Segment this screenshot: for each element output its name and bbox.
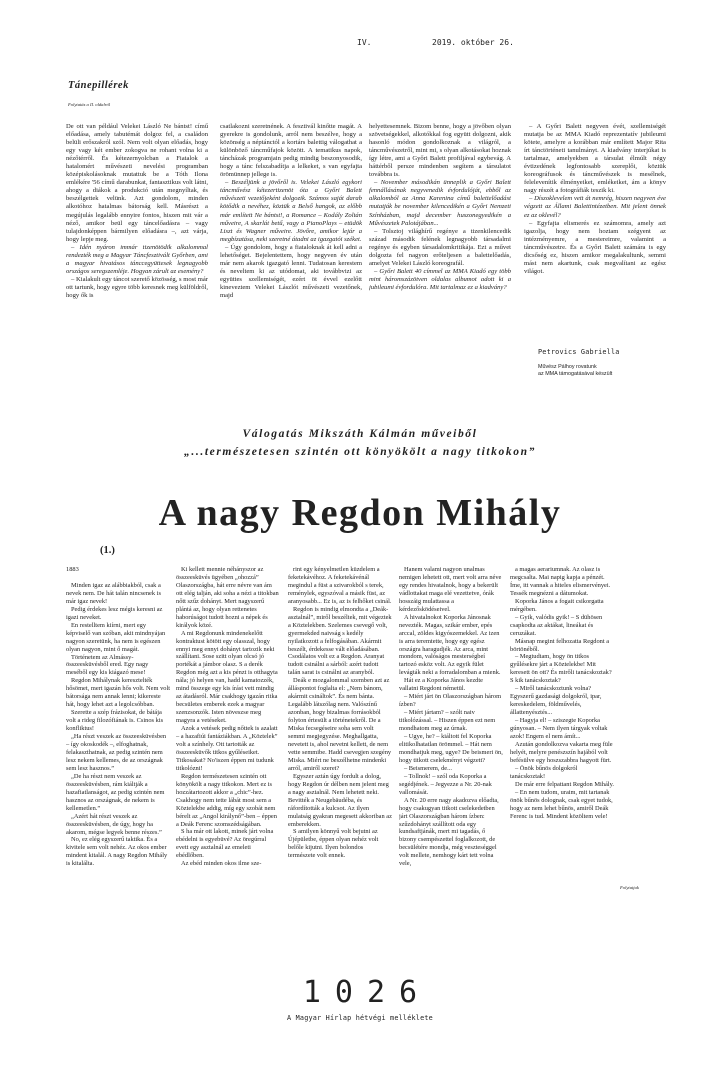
- series-credit: [538, 364, 612, 378]
- feature-headline: A nagy Regdon Mihály: [158, 492, 562, 534]
- paragraph: Minden igaz az alábbiakból, csak a nevek nem. De hát talán nincsenek is már igaz nevek!: [66, 581, 161, 605]
- paragraph: „Azért hát részt veszek az összeesküvésben, de úgy, hogy ha akarom, mégse legyek benne részes.”: [66, 812, 162, 836]
- paragraph: – November másodikán ünneplik a Győri Balett fennállásának negyvenedik évfordulóját, ebből az alkalomból az Anna Karenina című balettelőadást mutatják be november kilencedikén a Győri Nemzeti Színházban, majd december huszonegyedikén a Művészetek Palotájában...: [369, 179, 511, 227]
- paragraph: De ott van például Velekei László Ne bántst! című előadása, amely tabutémát dolgoz fel, a családon belüli erőszakról szól. Nem volt olyan előadás, hogy egy vagy két ember zokogva ne rohant volna ki a nézőtérről. És kétezernyolcban a Fiatalok a hatalomért művészeti nevelési programban középiskolásoknak mutattuk be a Tóth Ilona emlékére '56 című darabunkat, fantasztikus volt látni, ahogy a diákok a produkció után megnyíltak, és beszélgettek velünk. Azt gondolom, minden alkotóhoz hatalmas bátorság kell. Másrészt a megújulás legalább ennyire fontos, hiszen mit vár a néző, amikor beül egy táncelőadásra – vagy tulajdonképpen bármilyen előadásra –, azt várja, hogy lepje meg.: [66, 123, 208, 243]
- paragraph: Ki kellett mennie néhányszor az összeesküvés ügyében „ohozzá” Olaszországba, hát erre névre van ám ott elég talján, aki soha a nézi a titokban nőtt szűz dohányt. Mert nagyszerű plántá az, hogy olyan rettenetes haborúságot tudott hozni a népek és királyok közé.: [176, 566, 279, 629]
- paragraph: – Önök bűnös dolgokról tanácskoztak!: [510, 764, 578, 780]
- page-number: 1026: [302, 975, 432, 1010]
- paragraph: Pedig érdekes lesz mégis keresni az igazi neveket.: [66, 605, 163, 621]
- paragraph: – Beszéljünk a jövőről is. Velekei László egykori táncművész kétezertizenöt óta a Győri Balett művészeti vezetőjeként dolgozik. Számos saját darab kötődik a nevéhez, köztük a Belső hangok, az előbb már említett Ne bántst!, a Romance – Kodály Zoltán műveire, A skarlát betű, vagy a PianoPlays – etüdök Liszt és Wagner műveire. Jövőre, amikor lejár a megbízatása, neki szeretné átadni az igazgatói széket.: [220, 179, 362, 243]
- feature-column-6: [620, 566, 720, 876]
- paragraph: No, ez elég egyszerű taktika. És a kivitele sem volt nehéz. Az okos ember mindent kitalál. A nagy Regdon Mihály is kitalálta.: [66, 836, 168, 868]
- feature-column-4: [399, 566, 503, 898]
- paragraph: – Megtudtam, hogy ön titkos gyűlésekre járt a Köztelekbe! Mit keresett ön ott? És mirőli tanácskoztak? S kik tanácskoztak?: [510, 653, 612, 685]
- feature-column-1: [66, 566, 170, 898]
- paragraph: „De ha részt nem veszek az összeesküvésben, rám kiáltják a hazafiatlanságot, az pedig szintén nem hasznos az országnak, de nekem is kellemetlen.”: [66, 772, 165, 812]
- paragraph: – Miről tanácskoztunk volna? Egyszerű gazdasági dolgokról, ipar, kereskedelem, földművelés, állattenyésztés...: [510, 685, 602, 717]
- paragraph: – Ugye, he? – kiáltott fel Koporka elitikolhatatlan örömmel. – Hát nem mondhatjuk meg, ugye? De beismeri ön, hogy titkott cselekményt végzett?: [399, 733, 503, 764]
- paragraph: Másnap megint felhozatta Regdont a börtönéből.: [510, 637, 610, 653]
- paragraph: – Gyik, valódis gyik! – S dühösen csapkodta az aktákat, lineákat és ceruzákat.: [510, 613, 603, 637]
- page-label: IV.: [357, 38, 372, 47]
- paragraph: A mi Regdonunk mindenekelőtt kontraktust kötött egy olasszal, hogy ennyi meg ennyi dohányt tartozik neki szállítani. Sose szitt olyan olcsó jó portékát a jámbor olasz. S a derék Regdon még azt a kis pénzt is otthagyta nála; jó helyen van, hadd kamatozzék, mind összege egy kis írást vett mindig az átadásról. Már csakhogy igazán ritka becsületes emberek ezek a magyar szenzsonzók. Isten növeszse meg magyra a vetéseket.: [176, 629, 278, 725]
- paragraph: En restelltem kiírni, mert egy képviselő van szóban, akit mindnyájan nagyon szeretünk, ha nem is egészen olyan nagyon, mint ő magát.: [66, 621, 166, 653]
- paragraph: – Kialakult egy táncot szerető közösség, s most már ott tartunk, hogy egyre több keresnek meg külföldről, hogy ők is: [66, 275, 208, 299]
- feature-kicker-line-2: „...természetesen szintén ott könyökölt a nagy titkokon”: [184, 446, 536, 458]
- top-article-column-3: [369, 123, 511, 373]
- issue-date: 2019. október 26.: [432, 38, 514, 47]
- top-article-column-4: [524, 123, 666, 323]
- top-article-column-1: [66, 123, 208, 373]
- paragraph: „Ha részt veszek az összeesküvésben – így okoskodék –, elfoghatnak, felakaszthatnak, az pedig szintén nem lesz nekem kellemes, de az országnak sem lesz hasznos.”: [66, 733, 167, 772]
- paragraph: Egyszer aztán úgy fordult a dolog, hogy Regdon úr délben nem jelent meg a nagy asztalnál. Nem lehetett neki. Bevitték a Neugebäudéba, és ráfordították a kulcsot. Az ilyen mulatság gyakran megesett akkoriban az emberekken.: [288, 772, 392, 828]
- paragraph: – Győri Balett 40 címmel az MMA Kiadó egy több mint háromszázötven oldalas albumot adott ki a jubileumi évfordulóra. Mit tartalmaz ez a kiadvány?: [369, 267, 511, 291]
- top-article-column-2: [220, 123, 362, 373]
- author-signature: Petrovics Gabriella: [538, 348, 620, 356]
- paragraph: Az ebéd minden okos ilme sze-: [181, 860, 262, 868]
- paragraph: – Beismerem, de...: [404, 764, 452, 772]
- feature-column-3: [288, 566, 392, 898]
- paragraph: helyettesemnek. Bizom benne, hogy a jövőben olyan szövetségekkel, alkotókkal fog együtt dolgozni, akik hasonló módon gondolkoznak a világról, a táncművészetről, mint mi, s olyan alkotásokat hoznak így létre, ami a Győri Balett profiljával egybevág. A háttérből persze mindenben segítem a társulatot továbbra is.: [369, 123, 511, 179]
- paragraph: Hanem valami nagyon unalmas nemigen lehetett ott, mert volt arra néve egy rendes hivatalnok, hogy a bekerült vádlottakat maga elé vezettetve, órák hosszáig mulattassa a kérdezősködéseivel.: [399, 566, 502, 613]
- paragraph: a magas aerariumnak. Az olasz is megcsalta. Mai napig kapja a pénzét. Íme, itt vannak a hiteles elismervényei. Tessék megnézni a dátumokat.: [510, 566, 611, 597]
- paragraph: – Idén nyáron immár tizenötödik alkalommal rendezték meg a Magyar Táncfesztivált Győrben, ami a magyar hivatásos tánccegyüttesek legnagyobb országos seregszemléje. Hogyan zárult az esemény?: [66, 243, 208, 275]
- paragraph: Történetem az Almássy-összeesküvésből ered. Egy nagy meséből egy kis kiágazó mese!: [66, 653, 149, 677]
- feature-column-5: [510, 566, 614, 876]
- paragraph: – A Győri Balett negyven évét, szellemiségét mutatja be az MMA Kiadó reprezentatív jubileumi kötete, amelyre a korábban már említett Major Rita írt tánctörténeti tanulmányt. A kiadvány interjúkat is tartalmaz, amelyekben a társulat élmúlt négy évtizedének legfontosabb szereplői, köztük koreográfusok és táncművészek is mesélnek, felelevenítik élményeiket, emlékeiket, ám a könyv nagy részét a fotográfiák teszik ki.: [524, 123, 666, 195]
- paragraph: – Úgy gondolom, hogy a fiataloknak át kell adni a lehetőséget. Bejelentettem, hogy negyven év után már nem akarok igazgató lenni. Tudatosan kerestem és neveltem ki az utódomat, aki továbbvizi az együttes szellemiségét, ezért öt évvel ezelőtt kineveztem Velekei Lászlót művészeti vezetőnek, majd: [220, 243, 362, 299]
- paragraph: A hivatalnokot Koporka Jánosnak nevezték. Magas, szikár ember, epés arccal, zöldes kigyószemekkel. Az izen is arra teremtette, hogy egy egész országra haragudjék. Az arca, mint mondom, valóságos mesterségbeí tartozó esköz volt. Az egyik fület levágták neki a forradalomban a mienk.: [399, 613, 501, 677]
- paragraph: Azok a vetések pedig nőttek is azalatt – a hazafiúi fantáziákban. A „Köztelek” volt a színhely. Ott tartották az összeesküvők titkos gyűléseiket. Titkosakat? No'iszen éppen mi tudunk titkolózni!: [176, 725, 278, 772]
- top-article-continued-note: Folytatás a II. oldalról: [68, 102, 111, 107]
- feature-column-2: [176, 566, 280, 898]
- paragraph: De már erre felpattant Regdon Mihály.: [515, 780, 614, 788]
- paragraph: Regdon Mihálynak keresztelték hősömet, mert igazán hős volt. Nem volt bátorsága nem annak lenni; kikereste hát, hogy lehet azt a legolcsóbban.: [66, 677, 170, 709]
- paragraph: A Nr. 20 erre nagy akadozva előadta, hogy csakugyan titkott cselekedetben járt Olaszországban három ízben: szűzdohányt szállított oda egy kundsaftjánák, mert mi tagadás, ő bizony csempészettel foglalkozott, de becsülétére mondja, még veszteséggel volt mellete, nemhogy kárt tett volna vele,: [399, 796, 499, 868]
- paragraph: csatlakozni szeretnének. A fesztivál kinőtte magát. A gyerekre is gondolunk, arról nem beszélve, hogy a közönség a néptánctól a kortárs balettig válogathat a különböző táncműfajok között. A tematikus napok, táncházak programjain pedig mindig beszonyosodik, hogy a tánc felszabadítja a lelkeket, s van egyfajta örömünnep jellege is.: [220, 123, 362, 179]
- paragraph: – Miért járt ön Olaszországban három ízben?: [399, 693, 502, 709]
- feature-continued-note: Folytatjuk: [620, 885, 639, 890]
- paragraph: Regdon is mindig elmondta a „Deák-asztalnál”, miről beszéltek, mit végeztek a Köztelekben. Szelemes csevegő volt, gyermekded naivság s kedély nyilatkozott a felfogásában. Akármit beszélt, érdekesse vált előadásában. Csodálatos volt ez a Regdon. Aranyat tudott csinálni a sárból: azért tudott talán sarat is csinálni az aranyból.: [288, 605, 392, 677]
- series-credit-line-2: az MMA támogatásával készült: [538, 371, 613, 377]
- top-article-title: Tánepillérek: [68, 80, 129, 91]
- dateline: 1883: [66, 566, 79, 573]
- paragraph: Regdon természetesen szintén ott könyökölt a nagy titkokon. Mert ez is hozzátartozott akkor a „chic”-hez. Csakhogy nem tette lábát most sem a Köztelekbe addig, míg egy szobát nem bérelt az „Angol királynő”-ben – éppen a Deák Ferenc szomszédságában.: [176, 772, 277, 828]
- paragraph: Deák e mozgalommal szemben azt az álláspontot foglalta el: „Nem bánom, akármit csináltok”. És nem bánta. Legalább látszólag nem. Valószínű azonban, hogy bizalmas forrásokból folyton értesült a történetekről. De a Miska fecsegéseire soha sem volt semmi megjegyzése. Meghallgatta, nevetett is, ahol nevetni kellett, de nem vette semmibe. Hadd csevegjen szegény Miska. Miért ne beszélhetne mindenki arról, amiről szeret?: [288, 677, 392, 772]
- paragraph: – Hagyja el! – sziszegte Koporka gúnyosan. – Nem ilyen tárgyak voltak azok! Engem el nem ámít...: [510, 717, 608, 741]
- paragraph: – En nem tudom, uraim, mit tartanak önök bűnös dolognak, csak egyet tudok, hogy az nem lehet bűnös, amiről Deák Ferenc is tud. Mindent közöltem vele!: [510, 788, 613, 820]
- paragraph: – Díszokleveleт vett át nemrég, hiszen negyven éve végzett az Állami Balettintézetben. Mit jelent önnek ez az oklevél?: [524, 195, 666, 219]
- paragraph: – Tollnok! – szól oda Koporka a segédjének. – Jegyezze a Nr. 20-nak vallomását.: [399, 772, 492, 796]
- paragraph: – Egyfajta elismerés ez számomra, amely azt igazolja, hogy nem hoztam szégyent az intézményemre, a mestereimre, valamint a táncművészetre. És a Győri Balett számára is egy dicsőség ez, hiszen amikor megalakultunk, semmi mást nem akartunk, csak megvalítani az egész világot.: [524, 219, 666, 275]
- publication-name: A Magyar Hírlap hétvégi melléklete: [287, 1014, 433, 1022]
- paragraph: – Miért jártam? – szólt naiv titkolózással. – Hiszen éppen ezt nem mondhatom meg az úrnak.: [399, 709, 496, 733]
- feature-kicker-line-1: Válogatás Mikszáth Kálmán műveiből: [242, 428, 478, 440]
- paragraph: Szerette a szép frázisokat, de bátája volt a rideg filozófiának is. Csinos kis konfliktus!: [66, 709, 164, 733]
- paragraph: Azután gondolkozva vakarta meg füle helyét, melyre penészszín hajából volt befésülve egy hoszszabbra hagyott fürt.: [510, 740, 613, 764]
- paragraph: S ha már ott lakott, minek járt volna ebédelni is egyebüvé? Az öregúrral evett egy asztalnál az emeleti ebédlőben.: [176, 828, 274, 860]
- paragraph: – Tolsztoj világhírű regénye a tizenkilencedik század második felének legnagyobb társadalmi regénye és egyben társadalomkritikája. Ezt a művet dolgozta fel nagyon erőteljesen a balettelőadás, amelyet Velekei László koreografál.: [369, 227, 511, 267]
- feature-part-number: (1.): [100, 545, 115, 556]
- paragraph: S amilyen könnyű volt bejutni az Újépületbe, éppen olyan nehéz volt belőle kijutni. Ilyen bolondos természete volt ennek.: [288, 828, 379, 860]
- paragraph: Hát ez a Koporka János kezdte vallatni Regdont németül.: [399, 677, 483, 693]
- paragraph: Koporka János a fogait csikorgatta mérgében.: [510, 597, 604, 613]
- paragraph: rint egy kényelmetlen küzdelem a feketekávéhoz. A feketekávénál megindul a füst a szivarokból s terek, reménylek, egyszóval a másik füst, az aranyosabb... Ez is, az is felhőket csinál.: [288, 566, 392, 605]
- series-credit-line-1: Művész Pálhoy rovatunk: [538, 364, 597, 370]
